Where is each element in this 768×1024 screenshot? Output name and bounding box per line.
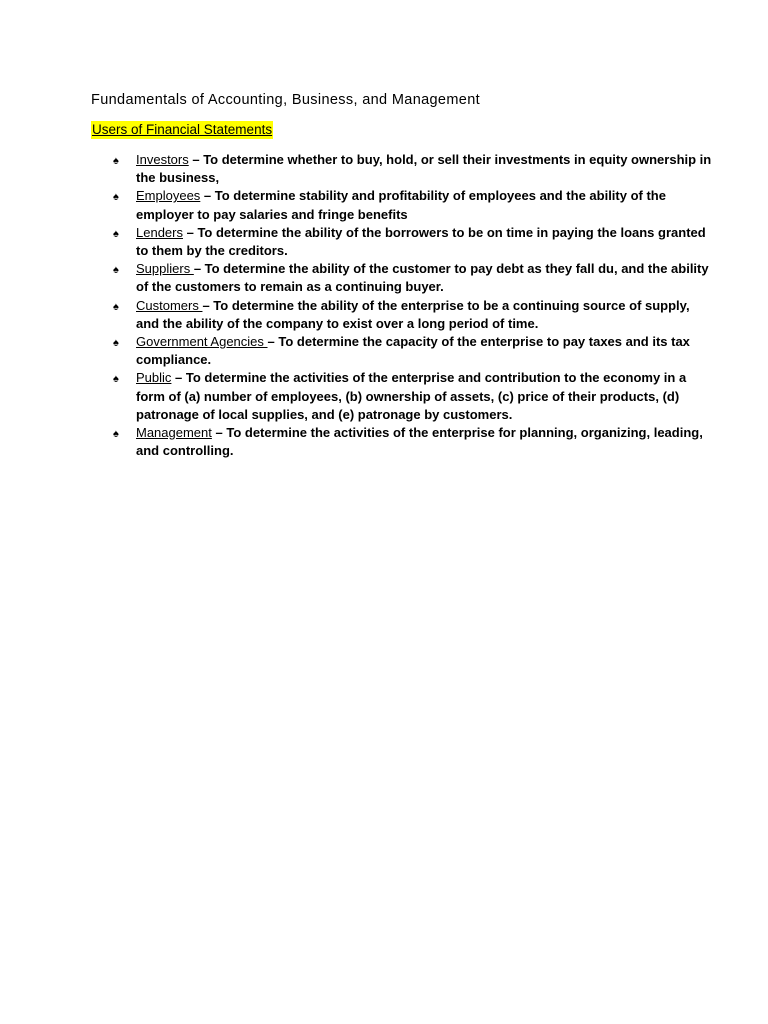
user-description: – To determine the activities of the enterprise for planning, organizing, leading, and controlling.	[136, 425, 703, 459]
spade-bullet-icon: ♠	[113, 300, 119, 313]
user-description: – To determine the ability of the enterprise to be a continuing source of supply, and the ability of the company to exist over a long period of time.	[136, 297, 690, 331]
list-item-management	[113, 424, 713, 460]
user-description: – To determine whether to buy, hold, or sell their investments in equity ownership in the business,	[136, 152, 712, 186]
user-term: Lenders	[136, 224, 183, 240]
user-term: Investors	[136, 152, 189, 167]
user-term: Public	[136, 370, 172, 386]
user-term: Government Agencies	[136, 334, 268, 350]
user-description: – To determine the capacity of the enterprise to pay taxes and its tax compliance.	[136, 334, 690, 368]
spade-bullet-icon: ♠	[113, 155, 119, 167]
spade-bullet-icon: ♠	[113, 428, 119, 441]
spade-bullet-icon: ♠	[113, 264, 119, 277]
list-item-lenders	[113, 224, 713, 260]
list-item-government-agencies	[113, 333, 713, 369]
spade-bullet-icon: ♠	[113, 227, 119, 240]
user-term: Customers	[136, 297, 203, 313]
page-title: Fundamentals of Accounting, Business, and Management	[91, 92, 480, 108]
list-item-customers	[113, 297, 713, 333]
user-term: Suppliers	[136, 261, 194, 277]
section-heading-highlighted: Users of Financial Statements	[92, 122, 273, 137]
list-item-employees	[113, 187, 713, 223]
list-item-public	[113, 369, 713, 424]
list-item-investors	[113, 151, 713, 187]
user-description: – To determine the ability of the customer to pay debt as they fall du, and the ability of the customers to remain as a continuing buyer.	[136, 261, 709, 295]
spade-bullet-icon: ♠	[113, 191, 119, 204]
spade-bullet-icon: ♠	[113, 373, 119, 386]
user-description: – To determine the ability of the borrowers to be on time in paying the loans granted to them by the creditors.	[136, 224, 706, 259]
spade-bullet-icon: ♠	[113, 337, 119, 350]
user-term: Management	[136, 425, 212, 441]
list-item-suppliers	[113, 260, 713, 296]
user-description: – To determine stability and profitability of employees and the ability of the employer to pay salaries and fringe benefits	[136, 188, 666, 222]
user-term: Employees	[136, 188, 201, 204]
users-list	[113, 151, 713, 460]
user-description: – To determine the activities of the enterprise and contribution to the economy in a form of (a) number of employees, (b) ownership of assets, (c) price of their products, (d) patronage of local supplies, and (e) patronage by customers.	[136, 370, 687, 422]
